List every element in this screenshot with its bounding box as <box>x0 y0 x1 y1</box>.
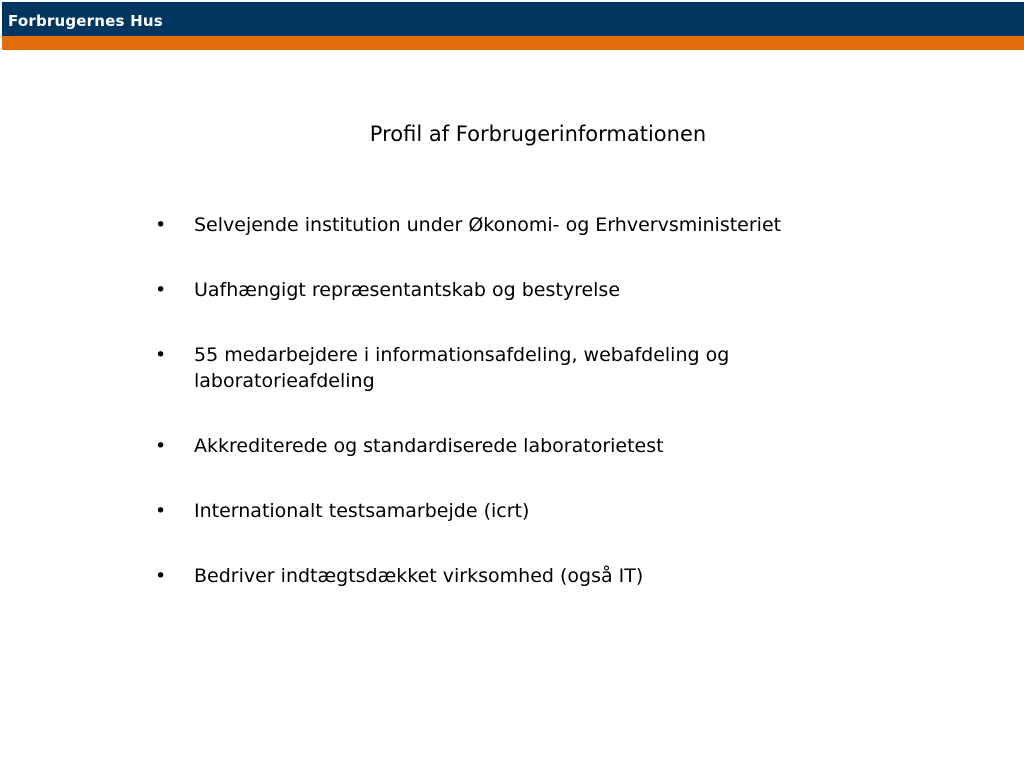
bullet-item <box>155 563 915 589</box>
bullet-text: Uafhængigt repræsentantskab og bestyrelse <box>194 279 621 301</box>
slide-title: Profil af Forbrugerinformationen <box>369 122 707 146</box>
bullet-dot-icon: • <box>155 214 167 236</box>
brand-logo-text: Forbrugernes Hus <box>8 12 163 30</box>
header-bar <box>2 2 1024 36</box>
bullet-text: Bedriver indtægtsdækket virksomhed (også IT) <box>194 565 644 587</box>
bullet-dot-icon: • <box>155 500 167 522</box>
bullet-list <box>155 212 915 628</box>
header-accent-stripe <box>2 36 1024 50</box>
bullet-text: 55 medarbejdere i informationsafdeling, webafdeling og laboratorieafdeling <box>194 344 730 392</box>
bullet-text: Selvejende institution under Økonomi- og Erhvervsministeriet <box>194 214 782 236</box>
bullet-item <box>155 433 915 459</box>
bullet-item <box>155 342 915 394</box>
bullet-text: Internationalt testsamarbejde (icrt) <box>194 500 530 522</box>
bullet-dot-icon: • <box>155 279 167 301</box>
bullet-text: Akkrediterede og standardiserede laboratorietest <box>194 435 664 457</box>
bullet-item <box>155 212 915 238</box>
bullet-item <box>155 498 915 524</box>
bullet-dot-icon: • <box>155 344 167 366</box>
bullet-dot-icon: • <box>155 435 167 457</box>
bullet-dot-icon: • <box>155 565 167 587</box>
bullet-item <box>155 277 915 303</box>
